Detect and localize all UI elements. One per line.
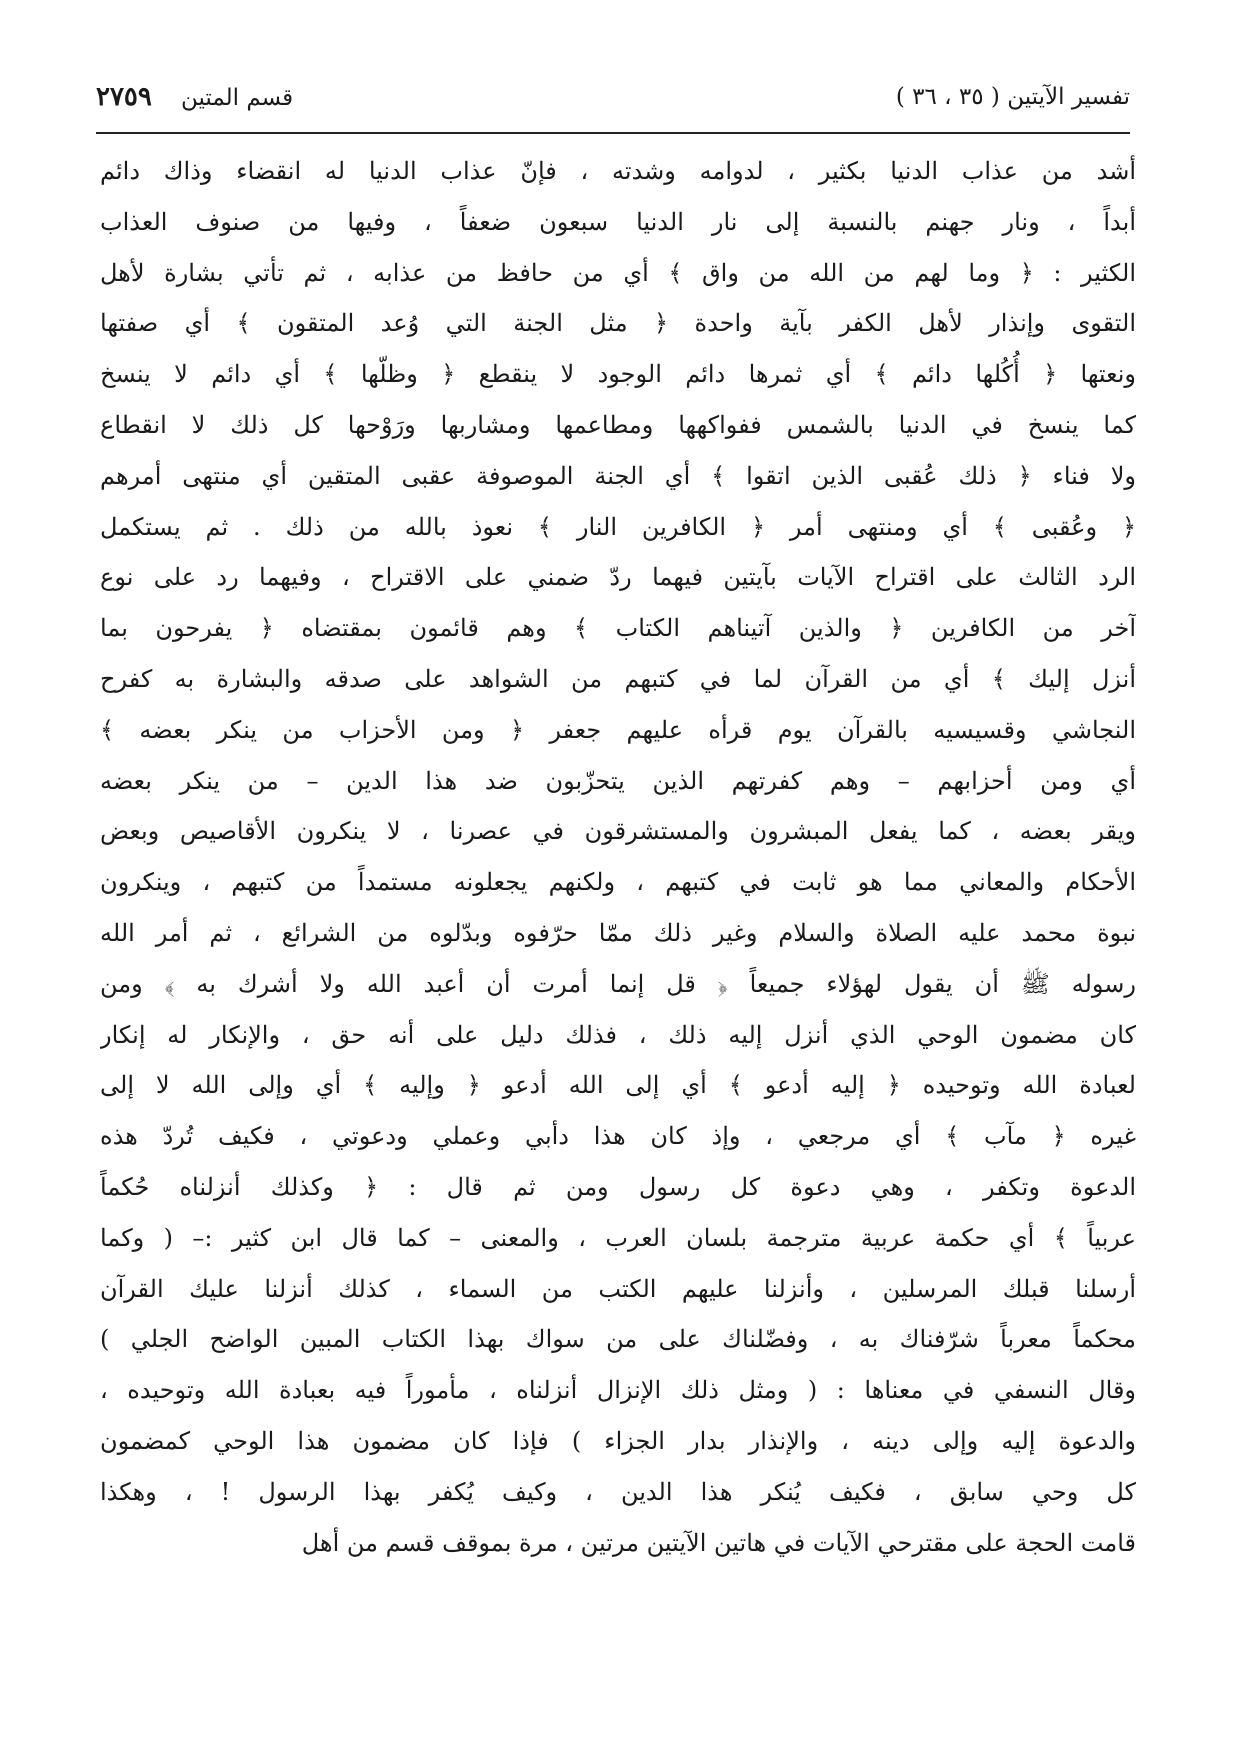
- page-number: ٢٧٥٩: [96, 82, 152, 112]
- running-title: تفسير الآيتين ( ٣٥ ، ٣٦ ): [895, 84, 1130, 110]
- text-line: ﴿ وعُقبى ﴾ أي ومنتهى أمر ﴿ الكافرين النار ﴾ نعوذ بالله من ذلك . ثم يستكمل: [100, 512, 1136, 541]
- text-line: النجاشي وقسيسيه بالقرآن يوم قرأه عليهم جعفر ﴿ ومن الأحزاب من ينكر بعضه ﴾: [100, 715, 1136, 744]
- text-line: آخر من الكافرين ﴿ والذين آتيناهم الكتاب ﴾ وهم قائمون بمقتضاه ﴿ يفرحون بما: [100, 614, 1136, 643]
- text-line: أرسلنا قبلك المرسلين ، وأنزلنا عليهم الكتب من السماء ، كذلك أنزلنا عليك القرآن: [100, 1274, 1136, 1303]
- section-name: قسم المتين: [180, 85, 294, 111]
- text-line: رسوله ﷺ أن يقول لهؤلاء جميعاً ﴿ قل إنما أمرت أن أعبد الله ولا أشرك به ﴾ ومن: [100, 969, 1136, 998]
- text-line: والدعوة إليه وإلى دينه ، والإنذار بدار الجزاء ) فإذا كان مضمون هذا الوحي كمضمون: [100, 1426, 1136, 1455]
- header-divider: [96, 132, 1130, 134]
- header-section-group: [96, 82, 293, 112]
- text-line: قامت الحجة على مقترحي الآيات في هاتين الآيتين مرتين ، مرة بموقف قسم من أهل: [301, 1528, 1136, 1557]
- text-line: الرد الثالث على اقتراح الآيات بآيتين فيهما ردّ ضمني على الاقتراح ، وفيهما رد على نوع: [100, 563, 1136, 592]
- text-line: الكثير : ﴿ وما لهم من الله من واق ﴾ أي من حافظ من عذابه ، ثم تأتي بشارة لأهل: [100, 258, 1136, 287]
- text-line: كل وحي سابق ، فكيف يُنكر هذا الدين ، وكيف يُكفر بهذا الرسول ! ، وهكذا: [100, 1477, 1136, 1506]
- text-line: أشد من عذاب الدنيا بكثير ، لدوامه وشدته ، فإنّ عذاب الدنيا له انقضاء وذاك دائم: [100, 157, 1136, 185]
- text-line: نبوة محمد عليه الصلاة والسلام وغير ذلك ممّا حرّفوه وبدّلوه من الشرائع ، ثم أمر الله: [100, 918, 1136, 947]
- text-line: عربياً ﴾ أي حكمة عربية مترجمة بلسان العرب ، والمعنى – كما قال ابن كثير :– ( وكما: [100, 1223, 1136, 1252]
- text-line: أبداً ، ونار جهنم بالنسبة إلى نار الدنيا سبعون ضعفاً ، وفيها من صنوف العذاب: [100, 207, 1136, 236]
- text-line: محكماً معرباً شرّفناك به ، وفضّلناك على من سواك بهذا الكتاب المبين الواضح الجلي ): [100, 1325, 1136, 1354]
- text-line: التقوى وإنذار لأهل الكفر بآية واحدة ﴿ مثل الجنة التي وُعد المتقون ﴾ أي صفتها: [100, 309, 1136, 338]
- text-line: الدعوة وتكفر ، وهي دعوة كل رسول ومن ثم قال : ﴿ وكذلك أنزلناه حُكماً: [100, 1172, 1136, 1201]
- text-line: وقال النسفي في معناها : ( ومثل ذلك الإنزال أنزلناه ، مأموراً فيه بعبادة الله وتوحيده ،: [100, 1376, 1136, 1405]
- text-line: أي ومن أحزابهم – وهم كفرتهم الذين يتحزّبون ضد هذا الدين – من ينكر بعضه: [100, 766, 1136, 795]
- text-line: الأحكام والمعاني مما هو ثابت في كتبهم ، ولكنهم يجعلونه مستمداً من كتبهم ، وينكرون: [100, 868, 1136, 897]
- page-header: [96, 78, 1130, 128]
- text-line: ولا فناء ﴿ ذلك عُقبى الذين اتقوا ﴾ أي الجنة الموصوفة عقبى المتقين أي منتهى أمرهم: [100, 461, 1136, 490]
- text-line: لعبادة الله وتوحيده ﴿ إليه أدعو ﴾ أي إلى الله أدعو ﴿ وإليه ﴾ أي وإلى الله لا إلى: [100, 1071, 1136, 1100]
- text-line: كما ينسخ في الدنيا بالشمس ففواكهها ومطاعمها ومشاربها ورَوْحها كل ذلك لا انقطاع: [100, 410, 1136, 439]
- text-line: ويقر بعضه ، كما يفعل المبشرون والمستشرقون في عصرنا ، لا ينكرون الأقاصيص وبعض: [100, 817, 1136, 846]
- body-text: [100, 146, 1136, 1568]
- text-line: كان مضمون الوحي الذي أنزل إليه ذلك ، فذلك دليل على أنه حق ، والإنكار له إنكار: [100, 1020, 1136, 1049]
- text-line: ونعتها ﴿ أُكُلها دائم ﴾ أي ثمرها دائم الوجود لا ينقطع ﴿ وظلّها ﴾ أي دائم لا ينسخ: [100, 360, 1136, 389]
- text-line: غيره ﴿ مآب ﴾ أي مرجعي ، وإذ كان هذا دأبي وعملي ودعوتي ، فكيف تُردّ هذه: [100, 1122, 1136, 1151]
- text-line: أنزل إليك ﴾ أي من القرآن لما في كتبهم من الشواهد على صدقه والبشارة به كفرح: [100, 664, 1136, 693]
